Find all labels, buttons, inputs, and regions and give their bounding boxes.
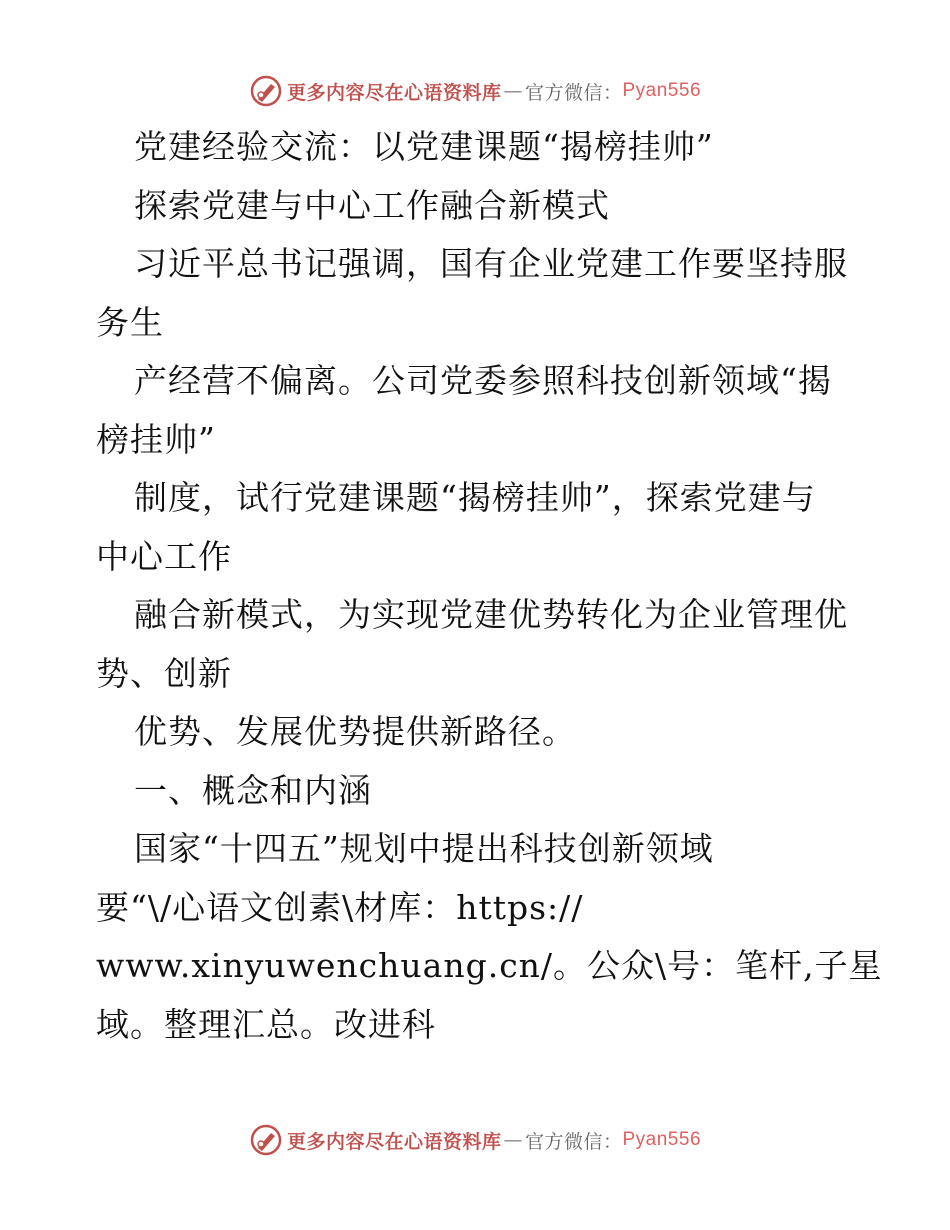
doc-title-line-1: 党建经验交流：以党建课题“揭榜挂帅”	[134, 127, 714, 166]
header-watermark	[0, 71, 950, 111]
pen-logo-icon	[249, 1123, 283, 1157]
paragraph-line: 要“\/心语文创素\材库：https://	[96, 887, 584, 927]
doc-title-line-2: 探索党建与中心工作融合新模式	[134, 185, 610, 225]
paragraph-line: 国家“十四五”规划中提出科技创新领域	[134, 829, 714, 868]
paragraph-line: www.xinyuwenchuang.cn/。公众\号：笔杆,子星	[96, 946, 883, 985]
footer-handle: Pyan556	[622, 1129, 702, 1150]
footer-official: 官方微信：	[524, 1130, 623, 1153]
header-handle: Pyan556	[622, 80, 702, 101]
pen-logo-icon	[249, 74, 283, 108]
header-separator: —	[503, 80, 523, 102]
paragraph-line: 务生	[96, 302, 164, 342]
paragraph-line: 产经营不偏离。公司党委参照科技创新领域“揭	[134, 361, 832, 400]
footer-brand: 更多内容尽在心语资料库	[286, 1130, 502, 1153]
paragraph-line: 制度，试行党建课题“揭榜挂帅”，探索党建与	[134, 478, 816, 517]
section-heading: 一、概念和内涵	[134, 770, 372, 810]
header-official: 官方微信：	[524, 81, 623, 104]
paragraph-line: 融合新模式，为实现党建优势转化为企业管理优	[134, 595, 848, 634]
paragraph-line: 势、创新	[96, 653, 232, 693]
document-body	[96, 118, 883, 1054]
paragraph-line: 中心工作	[96, 536, 232, 576]
paragraph-line: 习近平总书记强调，国有企业党建工作要坚持服	[134, 244, 848, 283]
paragraph-line: 优势、发展优势提供新路径。	[134, 712, 576, 751]
header-brand: 更多内容尽在心语资料库	[286, 81, 502, 104]
paragraph-line: 榜挂帅”	[96, 419, 216, 459]
footer-separator: —	[503, 1129, 523, 1151]
paragraph-line: 域。整理汇总。改进科	[96, 1004, 436, 1044]
footer-watermark	[0, 1120, 950, 1160]
